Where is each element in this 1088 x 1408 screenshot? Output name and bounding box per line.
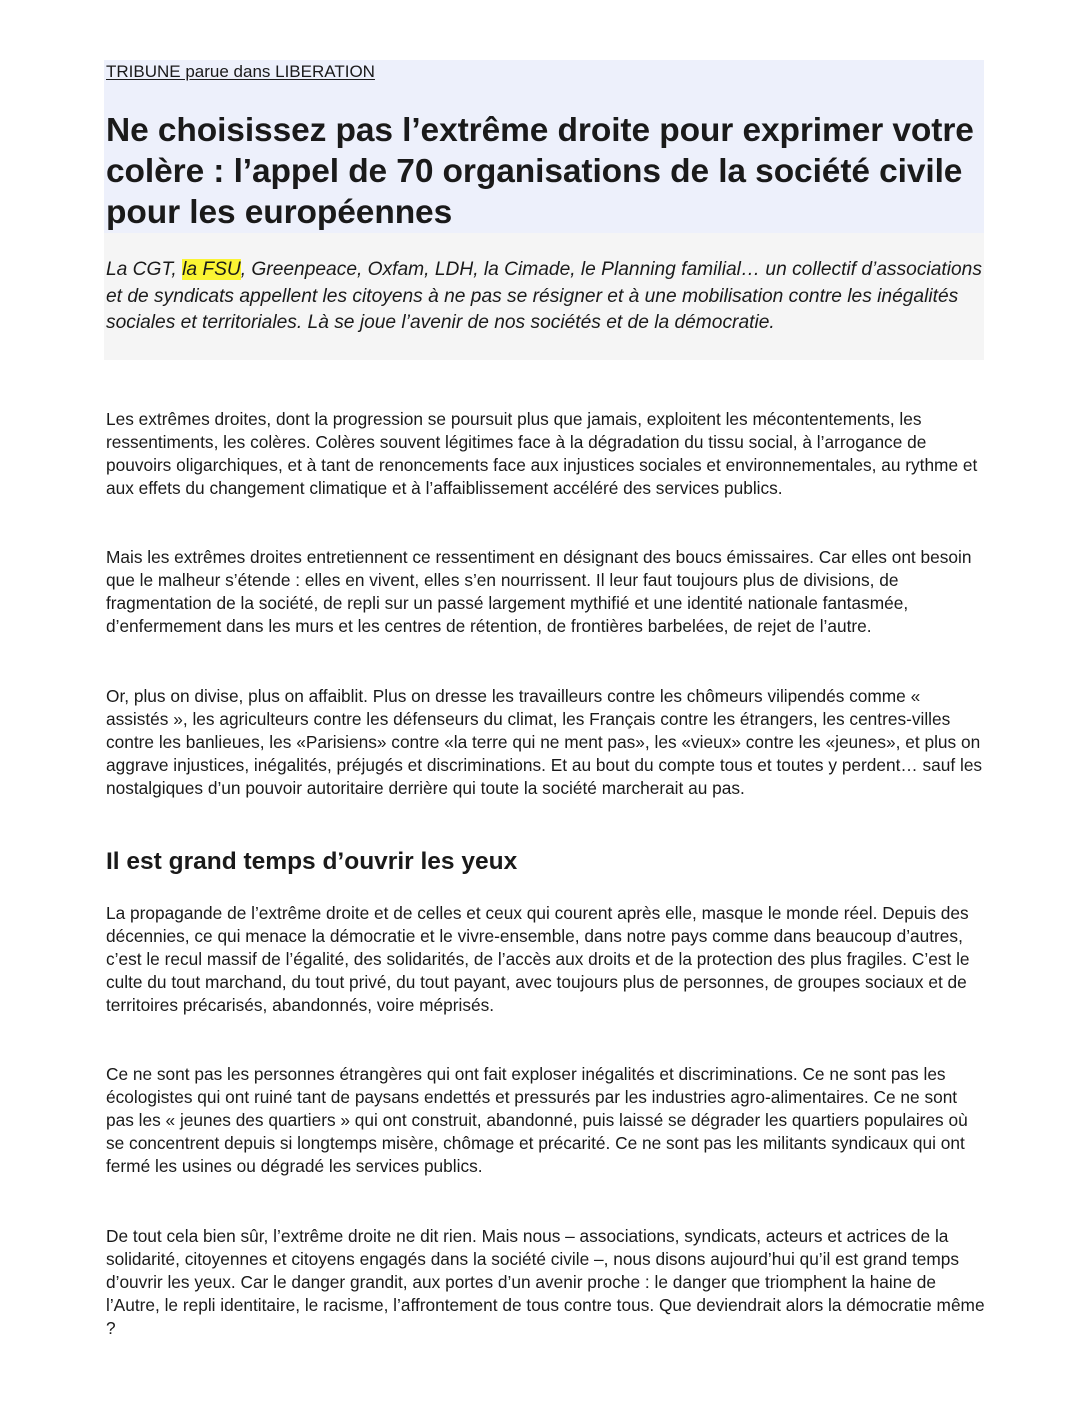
highlighted-text: la FSU <box>182 259 241 280</box>
section-heading: Il est grand temps d’ouvrir les yeux <box>106 848 518 875</box>
lede-text-start: La CGT, <box>106 259 183 280</box>
paragraph-3: Or, plus on divise, plus on affaiblit. Plus on dresse les travailleurs contre les chômeurs vilipendés comme « assistés », les agriculteurs contre les défenseurs du climat, les Français contre les étrangers, les centres-villes contre les banlieues, les «Parisiens» contre «la terre qui ne ment pas», les «vieux» contre les «jeunes», et plus on aggrave injustices, inégalités, préjugés et discriminations. Et au bout du compte tous et toutes y perdent… sauf les nostalgiques d’un pouvoir autoritaire derrière qui toute la société marcherait au pas. <box>106 686 983 799</box>
paragraph-6: De tout cela bien sûr, l’extrême droite ne dit rien. Mais nous – associations, syndicats, acteurs et actrices de la solidarité, citoyennes et citoyens engagés dans la société civile –, nous disons aujourd’hui qu’il est grand temps d’ouvrir les yeux. Car le danger grandit, aux portes d’un avenir proche : le danger que triomphent la haine de l’Autre, le repli identitaire, le racisme, l’affrontement de tous contre tous. Que deviendrait alors la démocratie même ? <box>106 1226 985 1339</box>
paragraph-1: Les extrêmes droites, dont la progression se poursuit plus que jamais, exploitent les mécontentements, les ressentiments, les colères. Colères souvent légitimes face à la dégradation du tissu social, à l’arrogance de pouvoirs oligarchiques, et à tant de renoncements face aux injustices sociales et environnementales, au rythme et aux effets du changement climatique et à l’affaiblissement accéléré des services publics. <box>106 409 978 499</box>
source-line: TRIBUNE parue dans LIBERATION <box>106 62 375 81</box>
paragraph-5: Ce ne sont pas les personnes étrangères qui ont fait exploser inégalités et discriminations. Ce ne sont pas les écologistes qui ont ruiné tant de paysans endettés et pressurés par les industries agro-alimentaires. Ce ne sont pas les « jeunes des quartiers » qui ont construit, abandonné, puis laissé se dégrader les quartiers populaires où se concentrent depuis si longtemps misère, chômage et précarité. Ce ne sont pas les militants syndicaux qui ont fermé les usines ou dégradé les services publics. <box>106 1064 968 1177</box>
article-title: Ne choisissez pas l’extrême droite pour exprimer votre colère : l’appel de 70 organisations de la société civile pour les européennes <box>106 112 974 231</box>
article-lede <box>106 257 986 337</box>
paragraph-4: La propagande de l’extrême droite et de celles et ceux qui courent après elle, masque le monde réel. Depuis des décennies, ce qui menace la démocratie et le vivre-ensemble, dans notre pays comme dans beaucoup d’autres, c’est le recul massif de l’égalité, des solidarités, de l’accès aux droits et de la protection des plus fragiles. C’est le culte du tout marchand, du tout privé, du tout payant, avec toujours plus de personnes, de groupes sociaux et de territoires précarisés, abandonnés, voire méprisés. <box>106 903 970 1016</box>
paragraph-2: Mais les extrêmes droites entretiennent ce ressentiment en désignant des boucs émissaires. Car elles ont besoin que le malheur s’étende : elles en vivent, elles s’en nourrissent. Il leur faut toujours plus de divisions, de fragmentation de la société, de repli sur un passé largement mythifié et une identité nationale fantasmée, d’enfermement dans les murs et les centres de rétention, de frontières barbelées, de rejet de l’autre. <box>106 547 972 637</box>
lede-text-end: , Greenpeace, Oxfam, LDH, la Cimade, le Planning familial… un collectif d’associations et de syndicats appellent les citoyens à ne pas se résigner et à une mobilisation contre les inégalités sociales et territoriales. Là se joue l’avenir de nos sociétés et de la démocratie. <box>106 259 982 333</box>
